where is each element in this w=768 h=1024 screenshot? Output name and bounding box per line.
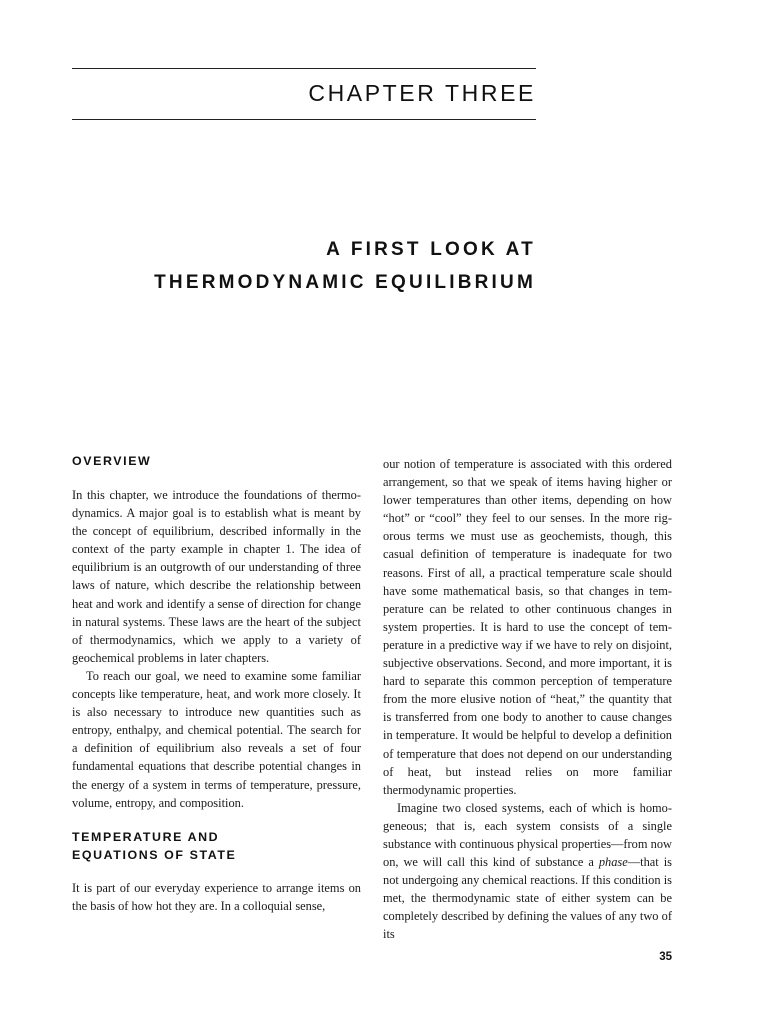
page-number: 35 [659, 951, 672, 963]
right-paragraph-2 [383, 799, 672, 944]
overview-paragraph-1: In this chapter, we introduce the foundations of thermodynamics. A major goal is to establish what is meant by the concept of equilibrium, described informally in the context of the party example in chapter 1. The idea of equilibrium is an outgrowth of our understanding of three laws of nature, which describe the relationship between heat and work and identify a sense of direction for change in natural systems. These laws are the heart of the subject of thermodynamics, which we apply to a variety of geochemical problems in later chapters. [72, 488, 361, 665]
right-column [383, 455, 672, 944]
right-paragraph-1: our notion of temperature is associated with this ordered arrangement, so that we speak of items having higher or lower temperatures than other items, depending on how “hot” or “cool” they feel to our senses. In the more rigorous terms we must use as geochemists, though, this casual definition of temperature is inadequate for two reasons. First of all, a practical temperature scale should have some mathematical basis, so that changes in temperature can be related to other continuous changes in system properties. It is hard to use the concept of temperature in a predictive way if we have to rely on disjoint, subjective observations. Second, and more important, it is hard to separate this common perception of temperature from the more elusive notion of “heat,” the quantity that is transferred from one body to another to cause changes in temperature. It would be helpful to develop a definition of temperature that does not depend on our understanding of heat, but instead relies on more familiar thermodynamic properties. [383, 457, 672, 797]
temperature-heading-line-2: EQUATIONS OF STATE [72, 847, 237, 862]
chapter-label: CHAPTER THREE [308, 80, 536, 106]
bottom-rule [72, 119, 536, 120]
right-paragraph-2-end: —that is not undergoing any chemical reactions. If this condition is met, the thermodynamic state of either system can be completely described by defining the values of any two of its [383, 855, 672, 942]
top-rule [72, 68, 536, 69]
right-paragraph-2-start: Imagine two closed systems, each of which is homogeneous; that is, each system consists of a single substance with continuous physical properties—from now on, we will call this kind of substance a [383, 800, 672, 870]
temperature-paragraph-1: It is part of our everyday experience to arrange items on the basis of how hot they are. In a colloquial sense, [72, 880, 361, 913]
overview-paragraph-2: To reach our goal, we need to examine some familiar concepts like temperature, heat, and work more closely. It is also necessary to introduce new quantities such as entropy, enthalpy, and chemical potential. The search for a definition of equilibrium also reveals a set of four fundamental equations that describe potential changes in the energy of a system in terms of temperature, pressure, volume, entropy, and composition. [72, 668, 361, 810]
chapter-title-line-1: A FIRST LOOK AT [326, 239, 536, 260]
overview-heading: OVERVIEW [72, 454, 152, 468]
left-column [72, 452, 361, 915]
temperature-heading-line-1: TEMPERATURE AND [72, 829, 220, 844]
chapter-title-line-2: THERMODYNAMIC EQUILIBRIUM [154, 272, 536, 293]
phase-term: phase [598, 855, 628, 870]
temperature-heading [72, 828, 361, 864]
chapter-title [154, 233, 536, 299]
